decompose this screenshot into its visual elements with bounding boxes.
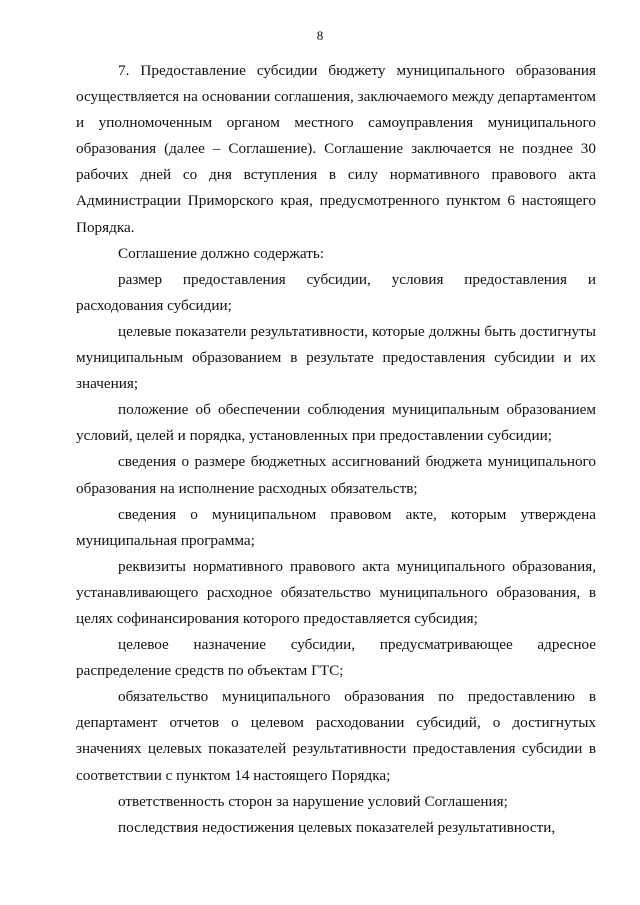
paragraph-agreement-contents-intro: Соглашение должно содержать: [118, 244, 325, 262]
paragraph-budget-allocations: сведения о размере бюджетных ассигнований бюджета муниципального образования на исполнение расходных обязательств; [76, 453, 596, 497]
paragraph-parties-responsibility: ответственность сторон за нарушение условий Соглашения; [118, 792, 508, 810]
paragraph-performance-indicators: целевые показатели результативности, которые должны быть достигнуты муниципальным образованием в результате предоставления субсидии и их значения; [76, 322, 596, 393]
document-body [76, 58, 596, 841]
paragraph-reporting-obligation: обязательство муниципального образования по предоставлению в департамент отчетов о целевом расходовании субсидий, о достигнутых значениях целевых показателей результативности предоставления субсидии в соответствии с пунктом 14 настоящего Порядка; [76, 688, 596, 784]
paragraph-compliance-provision: положение об обеспечении соблюдения муниципальным образованием условий, целей и порядка, установленных при предоставлении субсидии; [76, 401, 596, 445]
page-number: 8 [316, 28, 324, 43]
paragraph-subsidy-amount: размер предоставления субсидии, условия предоставления и расходования субсидии; [76, 270, 596, 314]
paragraph-municipal-program-act: сведения о муниципальном правовом акте, которым утверждена муниципальная программа; [76, 505, 596, 549]
paragraph-regulatory-act-details: реквизиты нормативного правового акта муниципального образования, устанавливающего расходное обязательство муниципального образования, в целях софинансирования которого предоставляется субсидия; [76, 557, 596, 627]
paragraph-non-achievement-consequences: последствия недостижения целевых показателей результативности, [118, 818, 556, 836]
paragraph-clause-7: 7. Предоставление субсидии бюджету муниципального образования осуществляется на основании соглашения, заключаемого между департаментом и уполномоченным органом местного самоуправления муниципального образования (далее – Соглашение). Соглашение заключается не позднее 30 рабочих дней со дня вступления в силу нормативного правового акта Администрации Приморского края, предусмотренного пунктом 6 настоящего Порядка. [76, 62, 596, 236]
paragraph-targeted-purpose: целевое назначение субсидии, предусматривающее адресное распределение средств по объектам ГТС; [76, 636, 596, 680]
